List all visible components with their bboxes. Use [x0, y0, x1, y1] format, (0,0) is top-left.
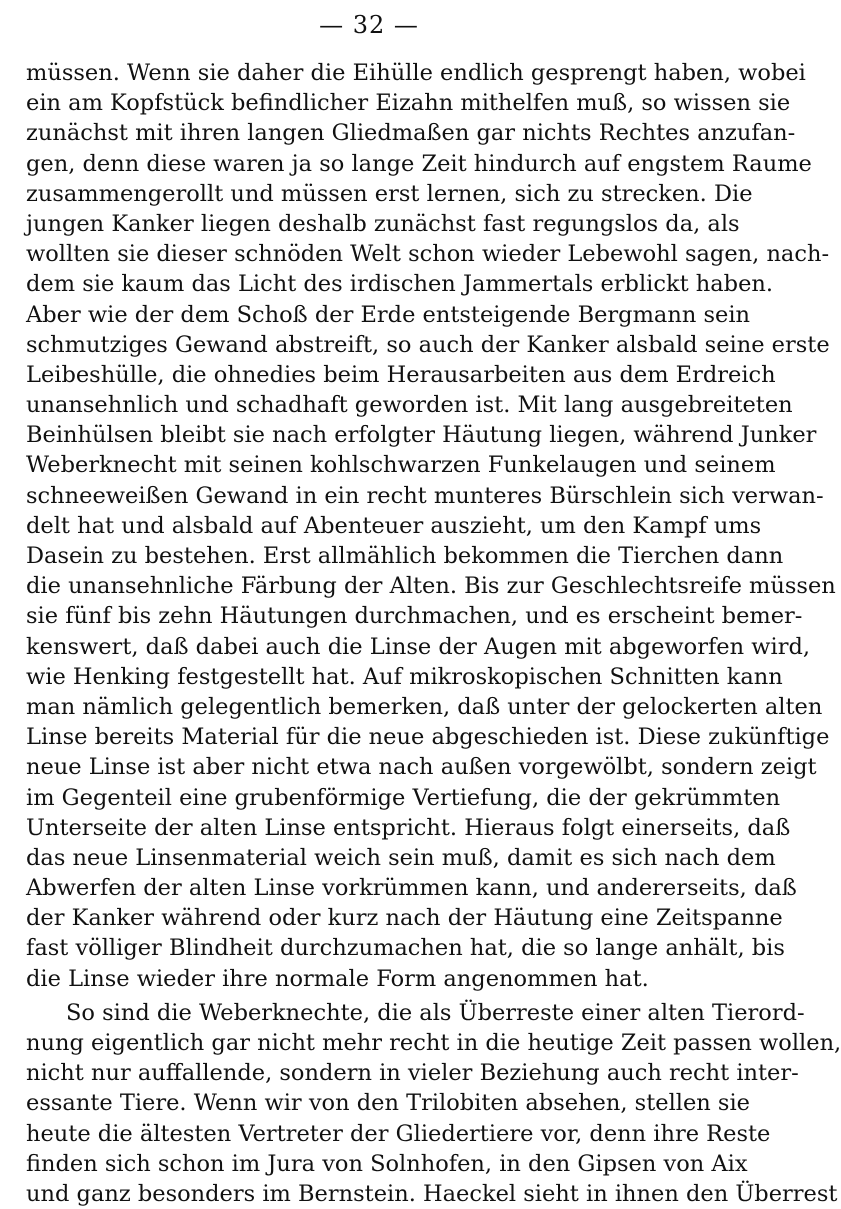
text-line: Abwerfen der alten Linse vorkrümmen kann, und andererseits, daß — [26, 875, 797, 902]
text-line: Beinhülsen bleibt sie nach erfolgter Häutung liegen, während Junker — [26, 422, 817, 449]
text-line: sie fünf bis zehn Häutungen durchmachen, und es erscheint bemer- — [26, 603, 803, 630]
text-line: heute die ältesten Vertreter der Gliedertiere vor, denn ihre Reste — [26, 1120, 771, 1147]
text-line: unansehnlich und schadhaft geworden ist. Mit lang ausgebreiteten — [26, 392, 793, 419]
text-line: delt hat und alsbald auf Abenteuer auszieht, um den Kampf ums — [26, 512, 762, 539]
text-line: schmutziges Gewand abstreift, so auch der Kanker alsbald seine erste — [26, 331, 830, 358]
text-line: der Kanker während oder kurz nach der Häutung eine Zeitspanne — [26, 905, 783, 932]
page-number: — 32 — — [319, 11, 419, 39]
text-line: und ganz besonders im Bernstein. Haeckel sieht in ihnen den Überrest — [26, 1180, 838, 1207]
text-line: das neue Linsenmaterial weich sein muß, damit es sich nach dem — [26, 844, 776, 871]
text-line: fast völliger Blindheit durchzumachen hat, die so lange anhält, bis — [26, 935, 785, 962]
text-line: essante Tiere. Wenn wir von den Trilobiten absehen, stellen sie — [26, 1090, 750, 1117]
text-line: Linse bereits Material für die neue abgeschieden ist. Diese zukünftige — [26, 724, 830, 751]
text-line: wollten sie dieser schnöden Welt schon wieder Lebewohl sagen, nach- — [26, 241, 830, 268]
text-line: neue Linse ist aber nicht etwa nach außen vorgewölbt, sondern zeigt — [26, 754, 817, 781]
text-line: dem sie kaum das Licht des irdischen Jammertals erblickt haben. — [26, 271, 774, 298]
text-line: finden sich schon im Jura von Solnhofen, in den Gipsen von Aix — [26, 1150, 748, 1177]
text-line: Weberknecht mit seinen kohlschwarzen Funkelaugen und seinem — [26, 452, 776, 479]
paragraph-1 — [26, 58, 836, 994]
text-line: die unansehnliche Färbung der Alten. Bis zur Geschlechtsreife müssen — [26, 573, 836, 600]
text-line: die Linse wieder ihre normale Form angenommen hat. — [26, 965, 649, 992]
body-text — [26, 58, 841, 1209]
text-line: jungen Kanker liegen deshalb zunächst fast regungslos da, als — [26, 210, 740, 237]
text-line: ein am Kopfstück befindlicher Eizahn mithelfen muß, so wissen sie — [26, 90, 791, 117]
text-line: gen, denn diese waren ja so lange Zeit hindurch auf engstem Raume — [26, 150, 812, 177]
paragraph-2 — [26, 998, 841, 1209]
text-line: zunächst mit ihren langen Gliedmaßen gar nichts Rechtes anzufan- — [26, 120, 796, 147]
text-line: schneeweißen Gewand in ein recht munteres Bürschlein sich verwan- — [26, 482, 824, 509]
text-line: wie Henking festgestellt hat. Auf mikroskopischen Schnitten kann — [26, 663, 783, 690]
text-line: im Gegenteil eine grubenförmige Vertiefung, die der gekrümmten — [26, 784, 781, 811]
text-line: Leibeshülle, die ohnedies beim Herausarbeiten aus dem Erdreich — [26, 361, 776, 388]
text-line: müssen. Wenn sie daher die Eihülle endlich gesprengt haben, wobei — [26, 60, 806, 86]
text-line: kenswert, daß dabei auch die Linse der Augen mit abgeworfen wird, — [26, 633, 811, 660]
text-line: So sind die Weberknechte, die als Überreste einer alten Tierord- — [66, 999, 805, 1026]
text-line: Dasein zu bestehen. Erst allmählich bekommen die Tierchen dann — [26, 543, 784, 569]
text-line: Unterseite der alten Linse entspricht. Hieraus folgt einerseits, daß — [26, 814, 791, 841]
document-page — [26, 10, 841, 1207]
text-line: zusammengerollt und müssen erst lernen, sich zu strecken. Die — [26, 180, 753, 207]
text-line: nicht nur auffallende, sondern in vieler Beziehung auch recht inter- — [26, 1060, 799, 1087]
text-line: nung eigentlich gar nicht mehr recht in die heutige Zeit passen wollen, — [26, 1030, 841, 1056]
text-line: Aber wie der dem Schoß der Erde entsteigende Bergmann sein — [26, 301, 751, 328]
text-line: man nämlich gelegentlich bemerken, daß unter der gelockerten alten — [26, 693, 823, 720]
